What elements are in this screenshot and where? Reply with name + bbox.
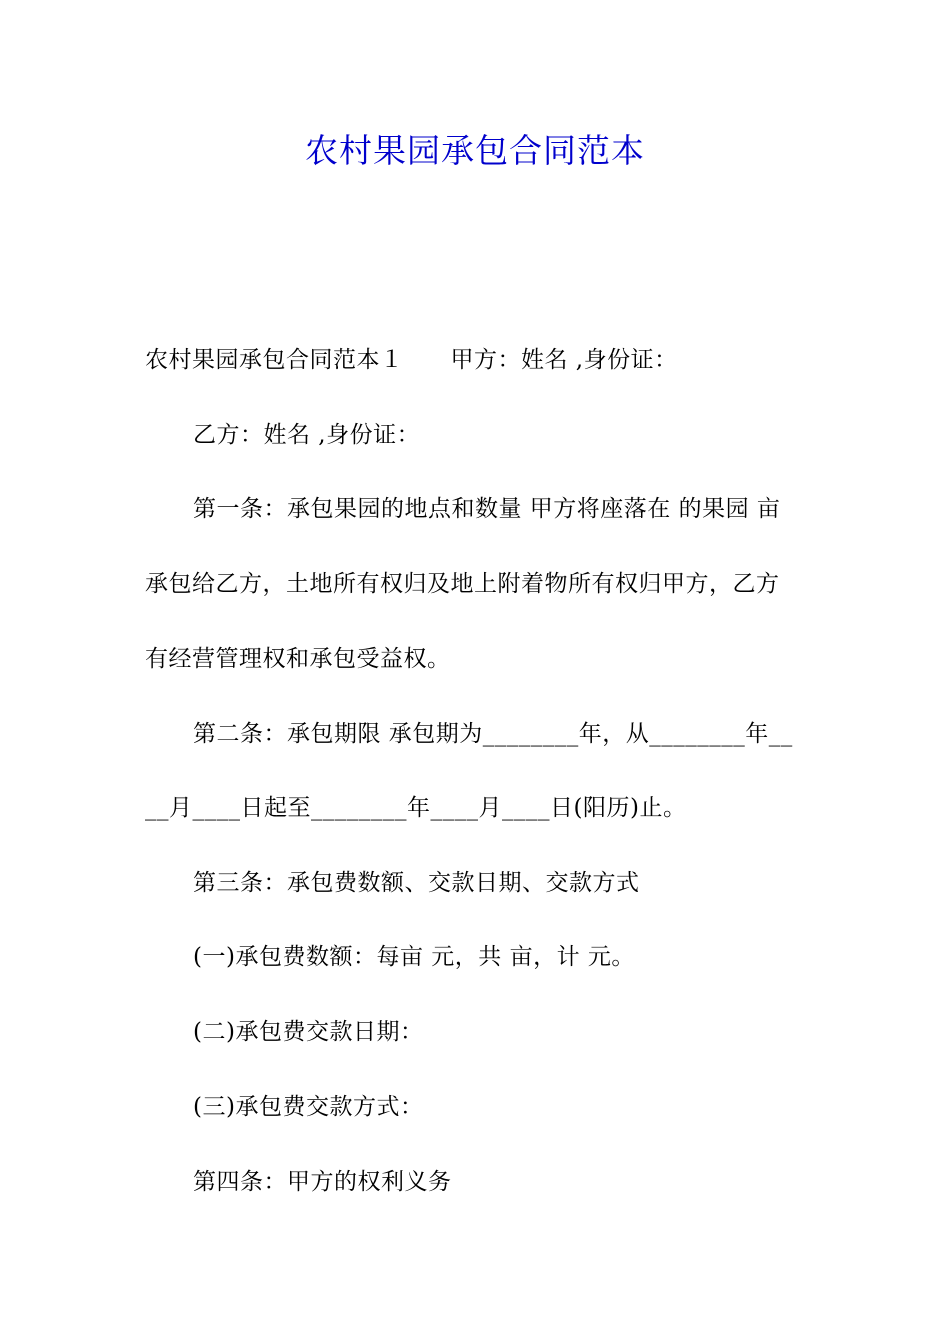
paragraph-line: 乙方：姓名 ,身份证： — [193, 422, 421, 448]
paragraph-line: 第四条：甲方的权利义务 — [193, 1169, 452, 1195]
paragraph-line: 第三条：承包费数额、交款日期、交款方式 — [193, 870, 640, 896]
document-title: 农村果园承包合同范本 — [305, 131, 645, 170]
paragraph-line: (一)承包费数额：每亩 元，共 亩，计 元。 — [193, 944, 635, 970]
paragraph-line: 第二条：承包期限 承包期为________年，从________年__ — [193, 721, 793, 747]
paragraph-line: 农村果园承包合同范本１ 甲方：姓名 ,身份证： — [145, 347, 678, 373]
paragraph-line: __月____日起至________年____月____日(阳历)止。 — [145, 795, 687, 821]
paragraph-line: 第一条：承包果园的地点和数量 甲方将座落在 的果园 亩 — [193, 496, 781, 522]
paragraph-line: (二)承包费交款日期： — [193, 1019, 424, 1045]
paragraph-line: 有经营管理权和承包受益权。 — [145, 646, 451, 672]
paragraph-line: (三)承包费交款方式： — [193, 1094, 424, 1120]
paragraph-line: 承包给乙方，土地所有权归及地上附着物所有权归甲方，乙方 — [145, 571, 780, 597]
